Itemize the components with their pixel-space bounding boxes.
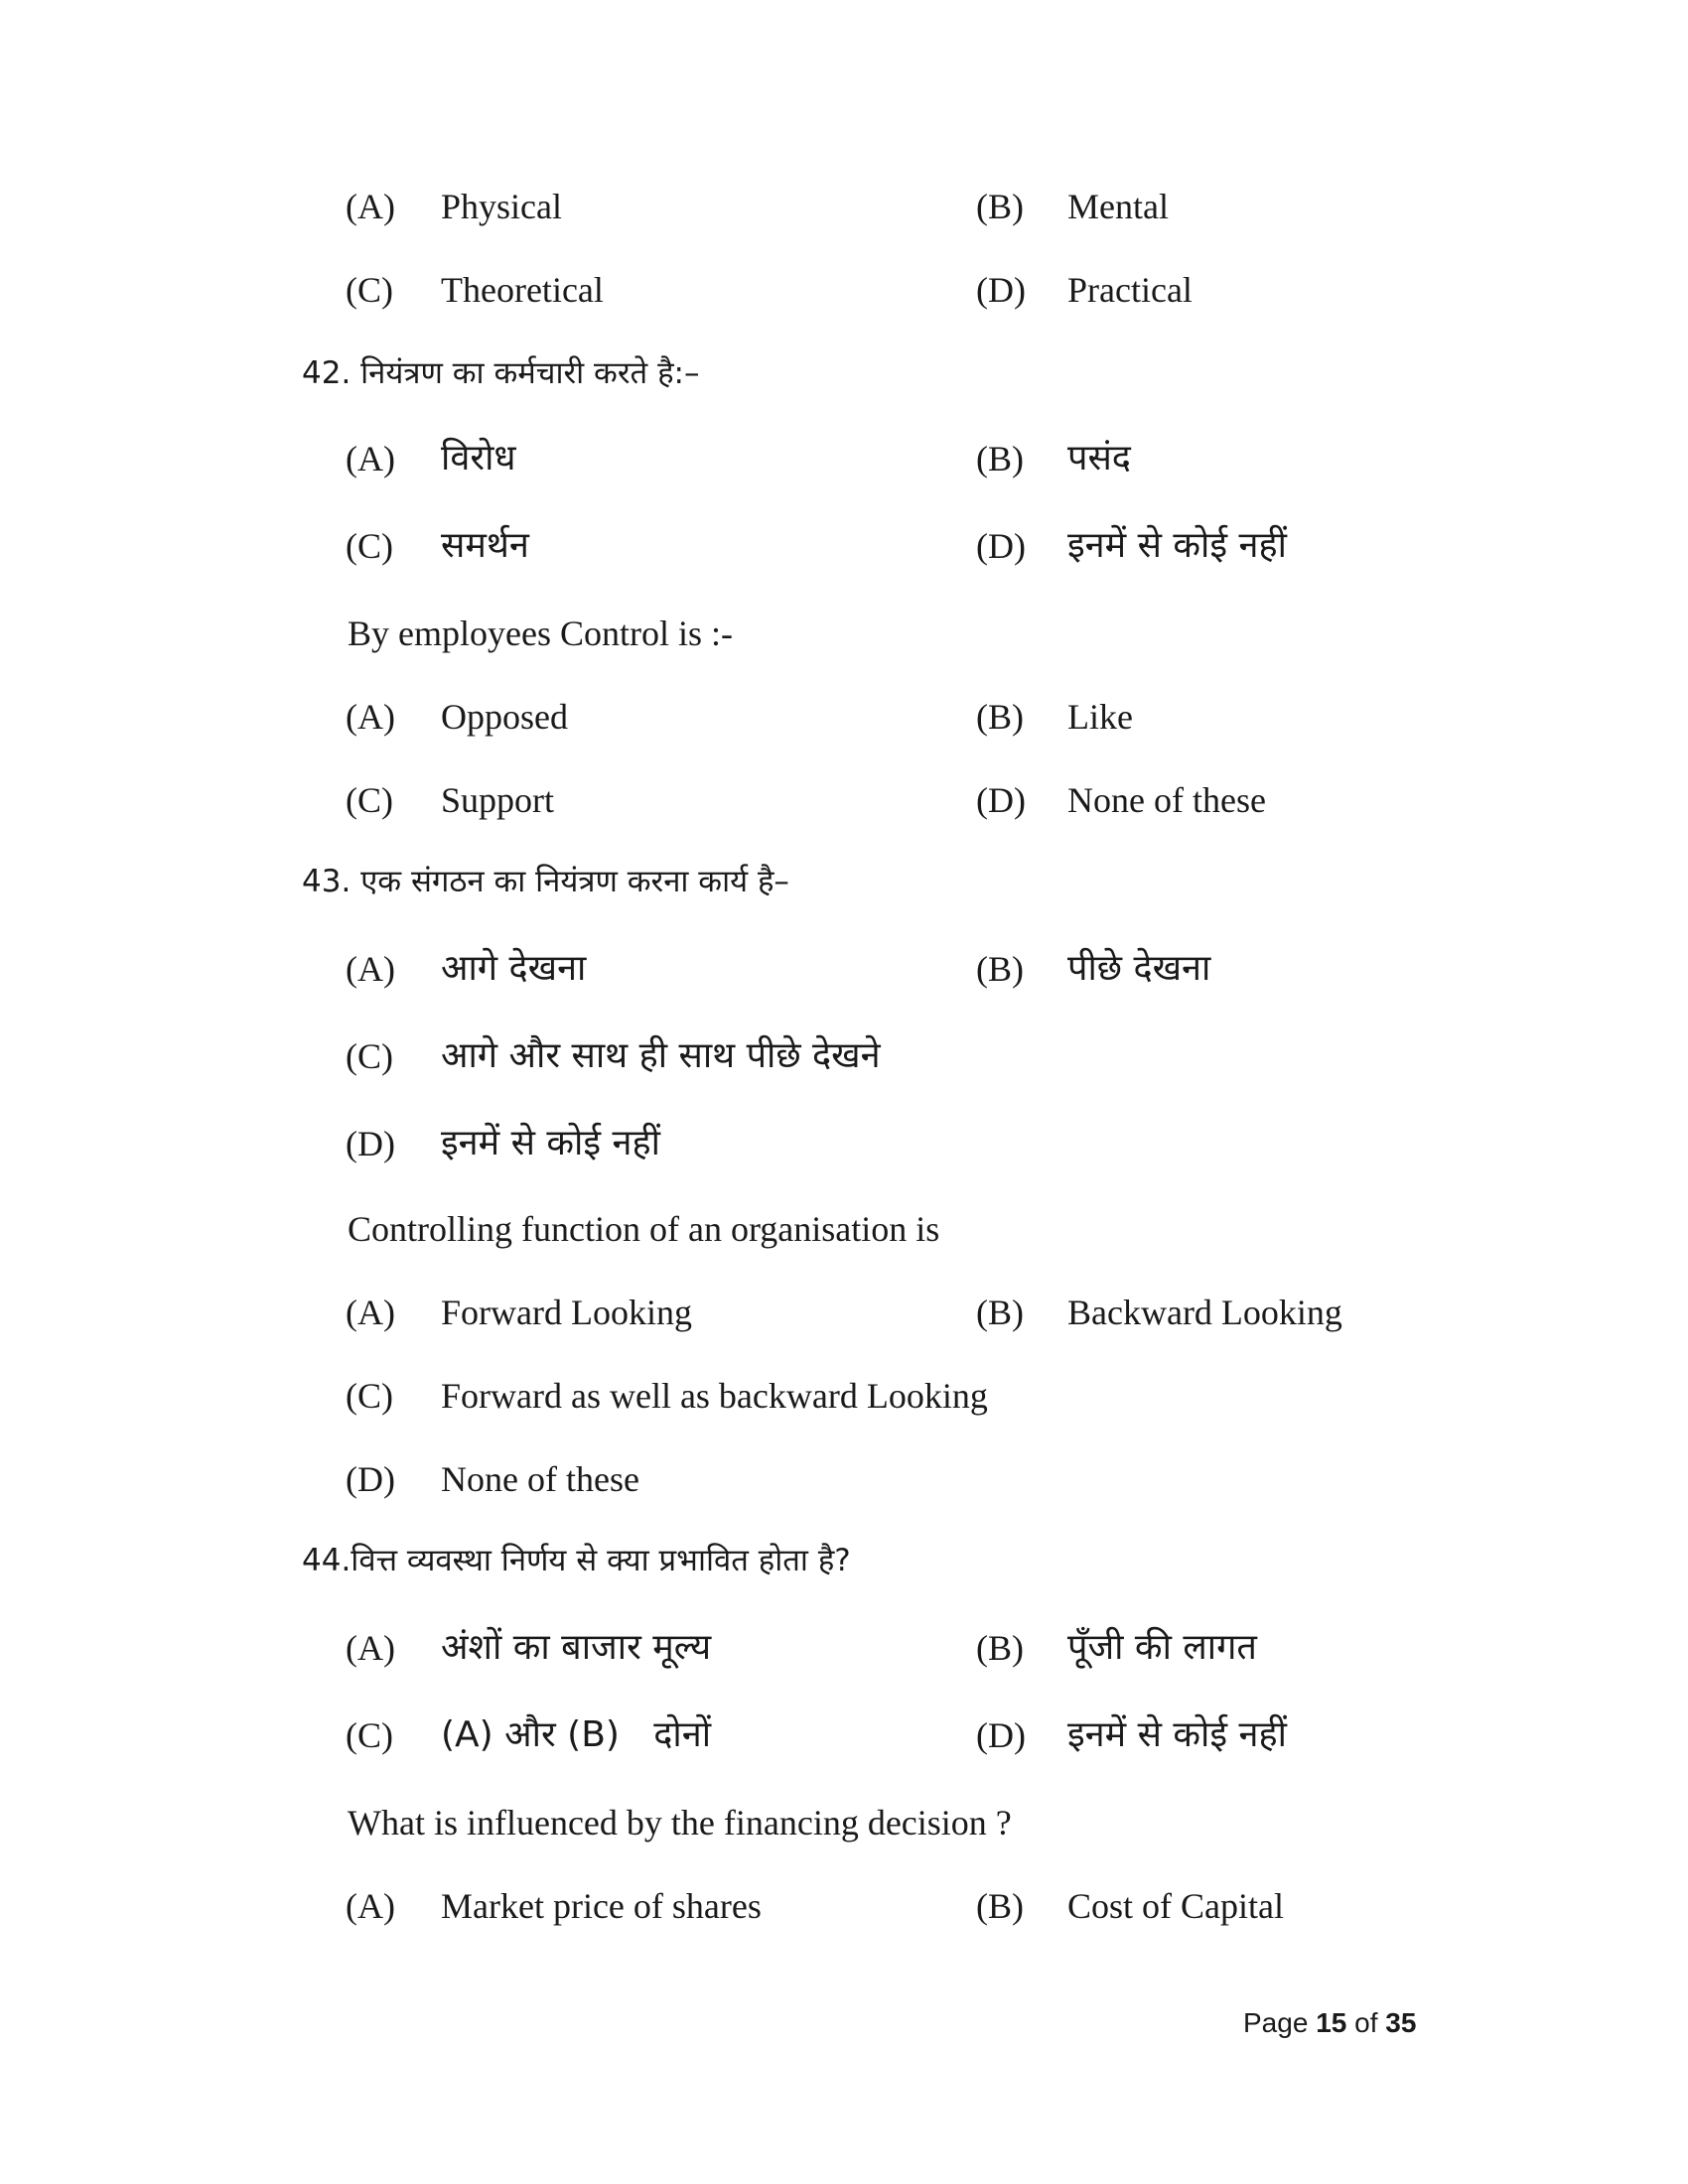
q41-option-b-label: (B) <box>976 187 1024 226</box>
q44-hi-option-a-label: (A) <box>346 1628 395 1668</box>
q44-hi-option-c: (A) और (B) दोनों <box>441 1714 712 1755</box>
q43-en-option-d: None of these <box>441 1459 639 1499</box>
q43-hi-option-b-label: (B) <box>976 949 1024 989</box>
q44-en-option-a: Market price of shares <box>441 1886 762 1926</box>
q42-hi-option-b: पसंद <box>1067 438 1131 478</box>
q41-option-d-label: (D) <box>976 270 1026 310</box>
q43-en-option-b-label: (B) <box>976 1293 1024 1332</box>
q43-hi-option-d-label: (D) <box>346 1124 395 1163</box>
q43-hi-option-c-label: (C) <box>346 1036 393 1076</box>
q44-hi-option-b-label: (B) <box>976 1628 1024 1668</box>
q42-hi-option-c: समर्थन <box>441 525 529 566</box>
q42-hi-option-d-label: (D) <box>976 526 1026 566</box>
q41-option-a-label: (A) <box>346 187 395 226</box>
q43-en-option-c-label: (C) <box>346 1376 393 1416</box>
q43-question-english: Controlling function of an organisation is <box>348 1209 940 1249</box>
q42-en-option-a-label: (A) <box>346 697 395 737</box>
q42-en-option-a: Opposed <box>441 697 568 737</box>
q43-hi-option-b: पीछे देखना <box>1067 948 1211 989</box>
of-word: of <box>1354 2007 1378 2038</box>
q41-option-c-label: (C) <box>346 270 393 310</box>
q42-hi-option-a: विरोध <box>441 438 516 478</box>
q42-hi-option-a-label: (A) <box>346 439 395 478</box>
q42-hi-option-d: इनमें से कोई नहीं <box>1067 525 1287 566</box>
q42-question-hindi: 42. नियंत्रण का कर्मचारी करते है:– <box>302 355 700 391</box>
total-pages: 35 <box>1385 2007 1417 2038</box>
q43-question-hindi: 43. एक संगठन का नियंत्रण करना कार्य है– <box>302 864 789 899</box>
q42-en-option-b-label: (B) <box>976 697 1024 737</box>
q43-hi-option-d: इनमें से कोई नहीं <box>441 1123 660 1163</box>
q43-en-option-a-label: (A) <box>346 1293 395 1332</box>
q43-en-option-b: Backward Looking <box>1067 1293 1342 1332</box>
q44-hi-option-d: इनमें से कोई नहीं <box>1067 1714 1287 1755</box>
current-page: 15 <box>1316 2007 1347 2038</box>
q42-en-option-c-label: (C) <box>346 780 393 820</box>
q42-en-option-b: Like <box>1067 697 1133 737</box>
q44-hi-option-c-label: (C) <box>346 1715 393 1755</box>
q41-option-a: Physical <box>441 187 562 226</box>
q42-en-option-c: Support <box>441 780 555 820</box>
q44-en-option-b-label: (B) <box>976 1886 1024 1926</box>
q44-hi-option-a: अंशों का बाजार मूल्य <box>441 1627 712 1668</box>
q42-en-option-d-label: (D) <box>976 780 1026 820</box>
q44-hi-option-d-label: (D) <box>976 1715 1026 1755</box>
q44-hi-option-b: पूँजी की लागत <box>1067 1627 1257 1668</box>
page-word: Page <box>1243 2007 1309 2038</box>
q43-en-option-a: Forward Looking <box>441 1293 692 1332</box>
q44-en-option-a-label: (A) <box>346 1886 395 1926</box>
q41-option-c: Theoretical <box>441 270 604 310</box>
q42-hi-option-b-label: (B) <box>976 439 1024 478</box>
q43-hi-option-a: आगे देखना <box>441 948 587 989</box>
q41-option-d: Practical <box>1067 270 1193 310</box>
q43-hi-option-c: आगे और साथ ही साथ पीछे देखने <box>441 1035 881 1076</box>
q44-question-hindi: 44.वित्त व्यवस्था निर्णय से क्या प्रभावित होता है? <box>302 1543 851 1578</box>
q43-hi-option-a-label: (A) <box>346 949 395 989</box>
q43-en-option-d-label: (D) <box>346 1459 395 1499</box>
q42-question-english: By employees Control is :- <box>348 614 733 653</box>
q44-question-english: What is influenced by the financing decision ? <box>348 1803 1012 1843</box>
q44-en-option-b: Cost of Capital <box>1067 1886 1284 1926</box>
q42-hi-option-c-label: (C) <box>346 526 393 566</box>
q43-en-option-c: Forward as well as backward Looking <box>441 1376 988 1416</box>
page-number <box>1243 2005 1416 2041</box>
q41-option-b: Mental <box>1067 187 1169 226</box>
q42-en-option-d: None of these <box>1067 780 1266 820</box>
